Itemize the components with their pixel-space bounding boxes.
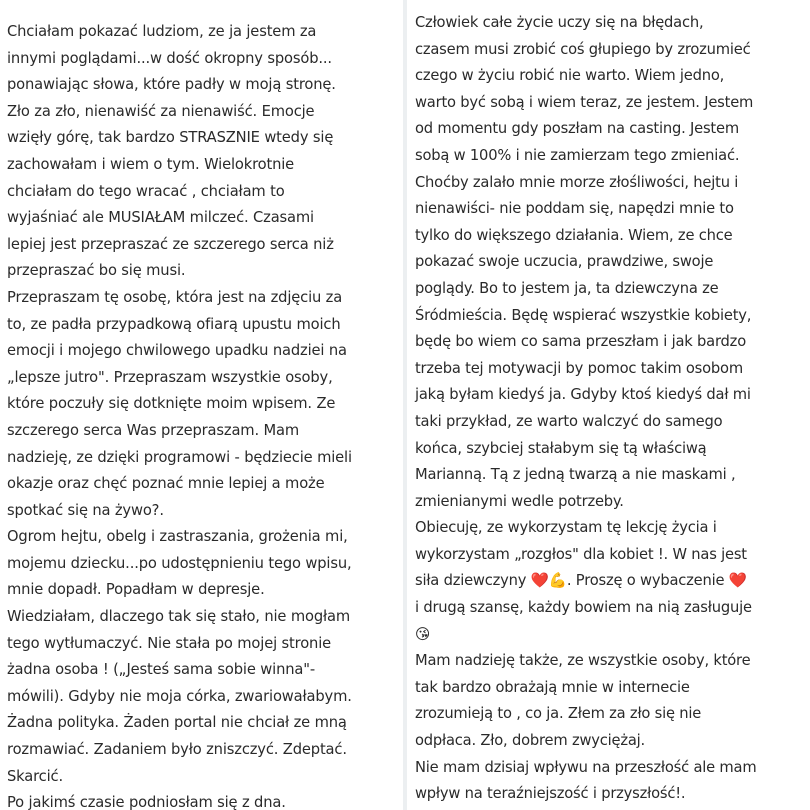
paragraph: Wiedziałam, dlaczego tak się stało, nie mogłam tego wytłumaczyć. Nie stała po mojej stronie żadna osoba ! („Jesteś sama sobie winna"- mówili). Gdyby nie moja córka, zwariowałabym. Żadna polityka. Żaden portal nie chciał ze mną rozmawiać. Zadaniem było zniszczyć. Zdeptać. Skarcić.: [7, 608, 352, 785]
paragraph: Człowiek całe życie uczy się na błędach, czasem musi zrobić coś głupiego by zrozumieć czego w życiu robić nie warto. Wiem jedno, warto być sobą i wiem teraz, ze jestem. Jestem od momentu gdy poszłam na casting. Jestem sobą w 100% i nie zamierzam tego zmieniać. Choćby zalało mnie morze złośliwości, hejtu i nienawiści- nie poddam się, napędzi mnie to tylko do większego działania. Wiem, ze chce pokazać swoje uczucia, prawdziwe, swoje poglądy. Bo to jestem ja, ta dziewczyna ze Śródmieścia. Będę wspierać wszystkie kobiety, będę bo wiem co sama przeszłam i jak bardzo trzeba tej motywacji by pomoc takim osobom jaką byłam kiedyś ja. Gdyby ktoś kiedyś dał mi taki przykład, ze warto walczyć do samego końca, szybciej stałabym się tą właściwą Marianną. Tą z jedną twarzą a nie maskami , zmienianymi wedle potrzeby.: [415, 14, 754, 510]
paragraph: Chciałam pokazać ludziom, ze ja jestem za innymi poglądami...w dość okropny sposób... ponawiając słowa, które padły w moją stronę. Zło za zło, nienawiść za nienawiść. Emocje wzięły górę, tak bardzo STRASZNIE wtedy się zachowałam i wiem o tym. Wielokrotnie chciałam do tego wracać , chciałam to wyjaśniać ale MUSIAŁAM milczeć. Czasami lepiej jest przepraszać ze szczerego serca niż przepraszać bo się musi.: [7, 23, 336, 280]
paragraph: Nie mam dzisiaj wpływu na przeszłość ale mam wpływ na teraźniejszość i przyszłość!.: [415, 758, 757, 803]
right-text-column: [407, 0, 810, 810]
paragraph: Mam nadzieję także, ze wszystkie osoby, które tak bardzo obrażają mnie w internecie zrozumieją to , co ja. Złem za zło się nie odpłaca. Zło, dobrem zwyciężaj.: [415, 652, 751, 750]
paragraph: Obiecuję, ze wykorzystam tę lekcję życia i wykorzystam „rozgłos" dla kobiet !. W nas jest siła dziewczyny ❤️💪. Proszę o wybaczenie ❤️ i drugą szansę, każdy bowiem na nią zasługuje 😘: [415, 519, 752, 643]
paragraph: Przepraszam tę osobę, która jest na zdjęciu za to, ze padła przypadkową ofiarą upustu moich emocji i mojego chwilowego upadku nadziei na „lepsze jutro". Przepraszam wszystkie osoby, które poczuły się dotknięte moim wpisem. Ze szczerego serca Was przepraszam. Mam nadzieję, ze dzięki programowi - będziecie mieli okazje oraz chęć poznać mnie lepiej a może spotkać się na żywo?.: [7, 288, 352, 519]
left-text-column: [0, 0, 403, 810]
paragraph: Ogrom hejtu, obelg i zastraszania, grożenia mi, mojemu dziecku...po udostępnieniu tego wpisu, mnie dopadł. Popadłam w depresje.: [7, 528, 352, 599]
paragraph: Po jakimś czasie podniosłam się z dna.: [7, 794, 286, 810]
